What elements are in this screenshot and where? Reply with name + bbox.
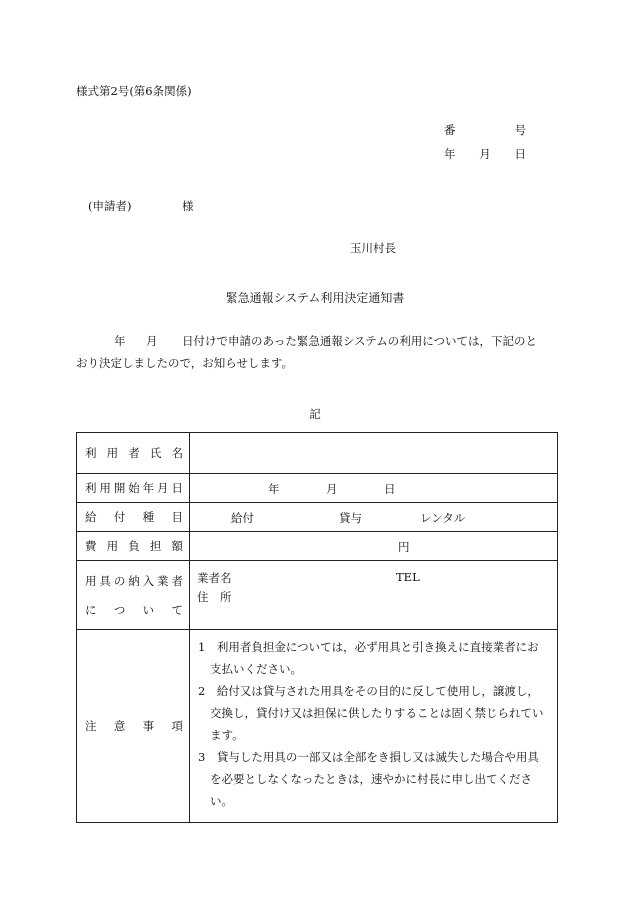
issuer-name: 玉川村長 (350, 241, 396, 255)
note-item-1: 1 利用者負担金については，必ず用具と引き換えに直接業者にお支払いください。 (198, 640, 539, 676)
start-date-year-label: 年 (268, 482, 280, 496)
supply-option-rental[interactable]: レンタル (420, 511, 466, 525)
addressee-honorific: 様 (182, 199, 194, 213)
row-supplier (77, 561, 558, 630)
date-year-label: 年 (444, 147, 456, 161)
start-date-month-label: 月 (326, 482, 338, 496)
supply-type-field[interactable] (190, 503, 558, 532)
form-number: 様式第2号(第6条関係) (76, 84, 192, 98)
row-supply-type (77, 503, 558, 532)
body-paragraph (76, 333, 558, 377)
date-day-label: 日 (514, 147, 526, 161)
doc-number-label-go: 号 (514, 123, 526, 137)
supplier-label: 用 具 の 納 入 業 者 に つ い て (77, 561, 190, 630)
supplier-name-label: 業者名 (197, 571, 232, 585)
body-line2-text: おり決定しましたので，お知らせします。 (76, 356, 294, 370)
start-date-label: 利 用 開 始 年 月 日 (77, 474, 190, 503)
ki-mark: 記 (309, 407, 321, 421)
supplier-address-label: 住 所 (197, 590, 232, 604)
user-name-field[interactable] (190, 433, 558, 474)
notes-label: 注 意 事 項 (77, 630, 190, 823)
supply-type-label: 給 付 種 目 (77, 503, 190, 532)
cost-label: 費 用 負 担 額 (77, 532, 190, 561)
document-number (444, 122, 526, 138)
date-month-label: 月 (479, 147, 491, 161)
body-line1-text: 日付けで申請のあった緊急通報システムの利用については，下記のと (182, 334, 538, 348)
cost-unit-yen: 円 (398, 540, 410, 554)
cost-field[interactable] (190, 532, 558, 561)
row-notes (77, 630, 558, 823)
doc-number-label-ban: 番 (444, 123, 456, 137)
start-date-field[interactable] (190, 474, 558, 503)
body-year-label: 年 (114, 334, 126, 348)
note-item-2: 2 給付又は貸与された用具をその目的に反して使用し，譲渡し，交換し，貸付け又は担保に供したりすることは固く禁じられています。 (198, 684, 544, 742)
notes-content (190, 630, 558, 823)
user-name-label: 利 用 者 氏 名 (77, 433, 190, 474)
body-month-label: 月 (146, 334, 158, 348)
row-cost (77, 532, 558, 561)
row-start-date (77, 474, 558, 503)
supply-option-taiyo[interactable]: 貸与 (339, 511, 362, 525)
notification-table (76, 432, 558, 823)
note-item-3: 3 貸与した用具の一部又は全部をき損し又は滅失した場合や用具を必要としなくなったときは，速やかに村長に申し出てください。 (198, 750, 539, 808)
issue-date (444, 146, 526, 162)
supplier-tel-label: TEL (396, 570, 420, 584)
document-title: 緊急通報システム利用決定通知書 (225, 291, 405, 305)
start-date-day-label: 日 (384, 482, 396, 496)
supply-option-kyufu[interactable]: 給付 (231, 511, 254, 525)
addressee-prefix: (申請者) (88, 199, 132, 213)
supplier-field[interactable] (190, 561, 558, 630)
row-user-name (77, 433, 558, 474)
